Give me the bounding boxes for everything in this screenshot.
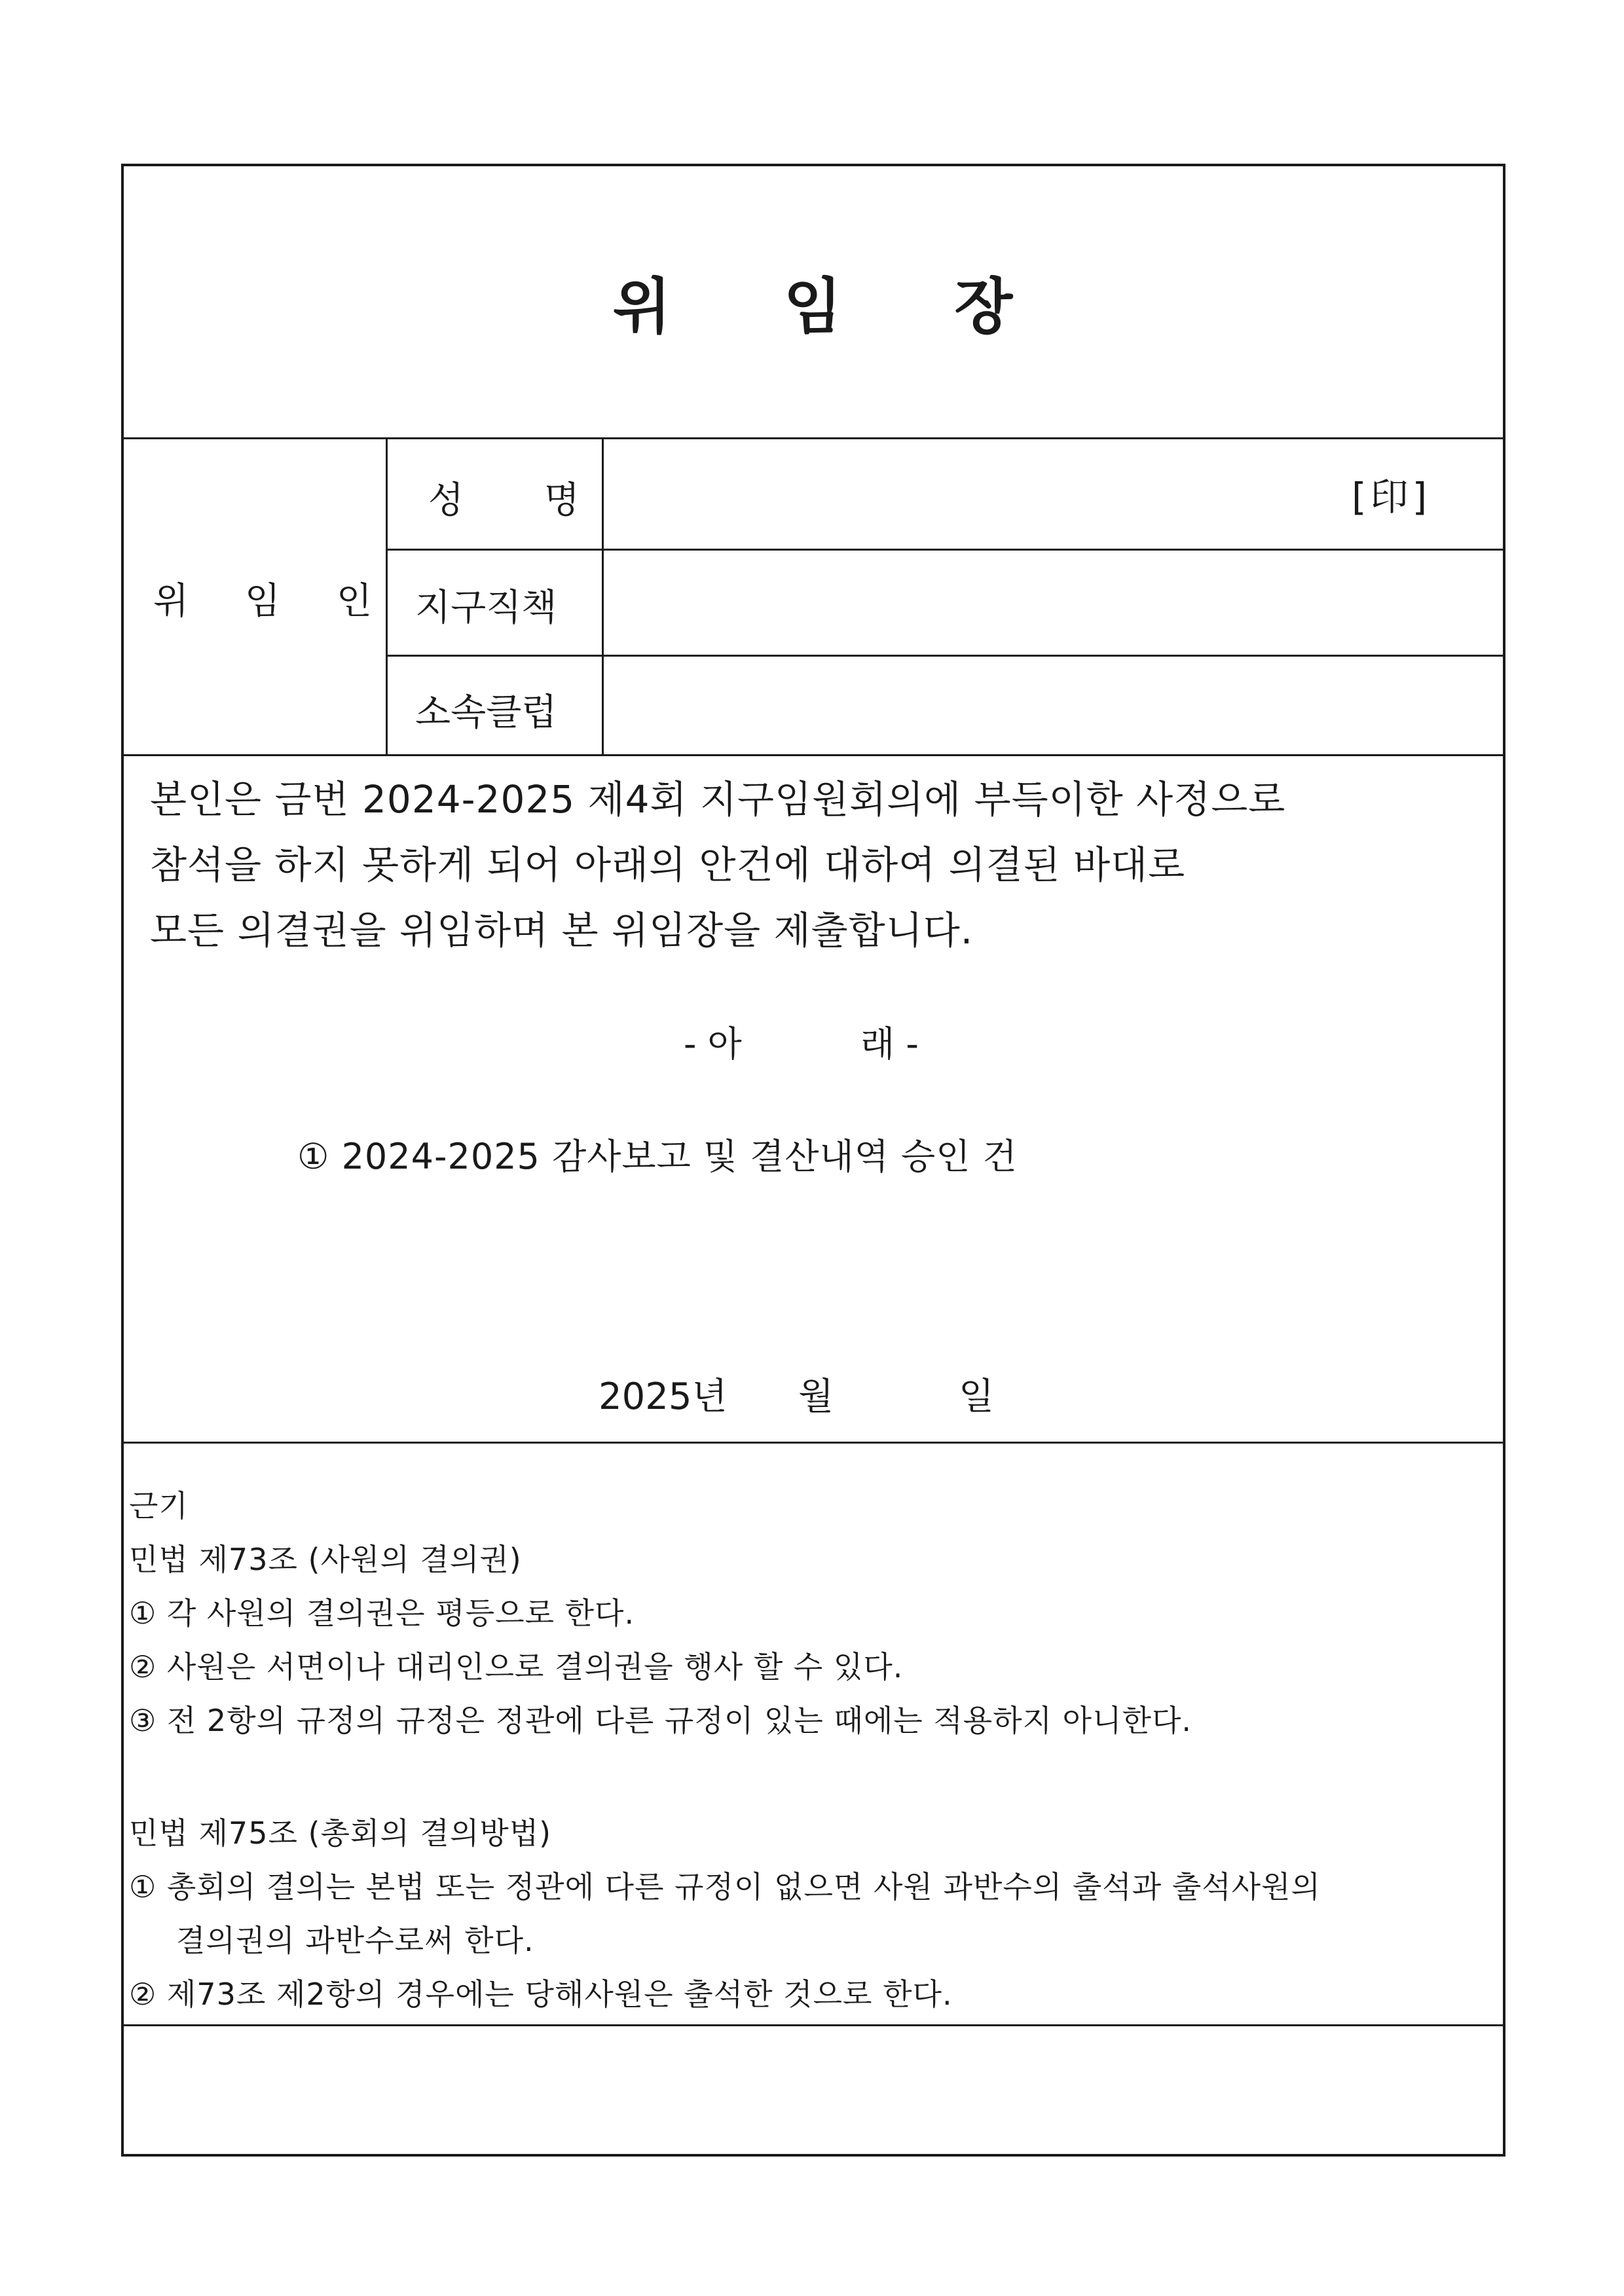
article-73-title: 민법 제73조 (사원의 결의권) — [129, 1542, 522, 1577]
statement-line: 참석을 하지 못하게 되어 아래의 안건에 대하여 의결된 바대로 — [150, 843, 1186, 887]
statement-line: 모든 의결권을 위임하며 본 위임장을 제출합니다. — [150, 908, 974, 953]
club-label: 소속클럽 — [415, 691, 557, 734]
grantor-label-char: 인 — [336, 580, 372, 623]
name-label-char: 명 — [544, 479, 580, 522]
district-position-label: 지구직책 — [415, 587, 557, 629]
article-75-title: 민법 제75조 (총회의 결의방법) — [129, 1815, 552, 1851]
grantor-label — [153, 572, 372, 625]
divider — [124, 754, 1503, 756]
article-75-item-continued: 결의권의 과반수로써 한다. — [176, 1923, 534, 1958]
divider — [386, 655, 1505, 657]
date-month: 월 — [798, 1376, 834, 1418]
divider — [124, 1442, 1503, 1444]
title-char: 장 — [954, 272, 1014, 342]
title-char: 위 — [612, 272, 673, 342]
divider — [124, 437, 1503, 439]
grantor-label-char: 임 — [244, 580, 281, 623]
divider — [386, 549, 1505, 551]
below-heading-left: - 아 — [684, 1023, 742, 1065]
article-73-item: ① 각 사원의 결의권은 평등으로 한다. — [129, 1595, 635, 1631]
divider — [124, 2024, 1503, 2026]
document-title — [124, 166, 1503, 437]
article-73-item: ③ 전 2항의 규정의 규정은 정관에 다른 규정이 있는 때에는 적용하지 아니한다. — [129, 1703, 1192, 1738]
basis-heading: 근기 — [129, 1488, 189, 1523]
article-75-item: ② 제73조 제2항의 경우에는 당해사원은 출석한 것으로 한다. — [129, 1977, 953, 2012]
below-heading-right: 래 - — [860, 1023, 919, 1065]
divider — [386, 437, 388, 754]
article-75-item: ① 총회의 결의는 본법 또는 정관에 다른 규정이 없으면 사원 과반수의 출석과 출석사원의 — [129, 1869, 1321, 1904]
grantor-label-char: 위 — [153, 580, 189, 623]
article-73-item: ② 사원은 서면이나 대리인으로 결의권을 행사 할 수 있다. — [129, 1649, 904, 1685]
name-label — [428, 471, 580, 524]
date-year: 2025년 — [599, 1376, 728, 1418]
proxy-form — [121, 164, 1505, 2157]
seal-mark: [印] — [1352, 475, 1431, 519]
agenda-item: ① 2024-2025 감사보고 및 결산내역 승인 건 — [297, 1136, 1018, 1177]
statement-line: 본인은 금번 2024-2025 제4회 지구임원회의에 부득이한 사정으로 — [150, 777, 1286, 822]
date-day: 일 — [959, 1376, 995, 1418]
divider — [602, 437, 604, 754]
name-label-char: 성 — [428, 479, 464, 522]
title-char: 임 — [783, 272, 843, 342]
